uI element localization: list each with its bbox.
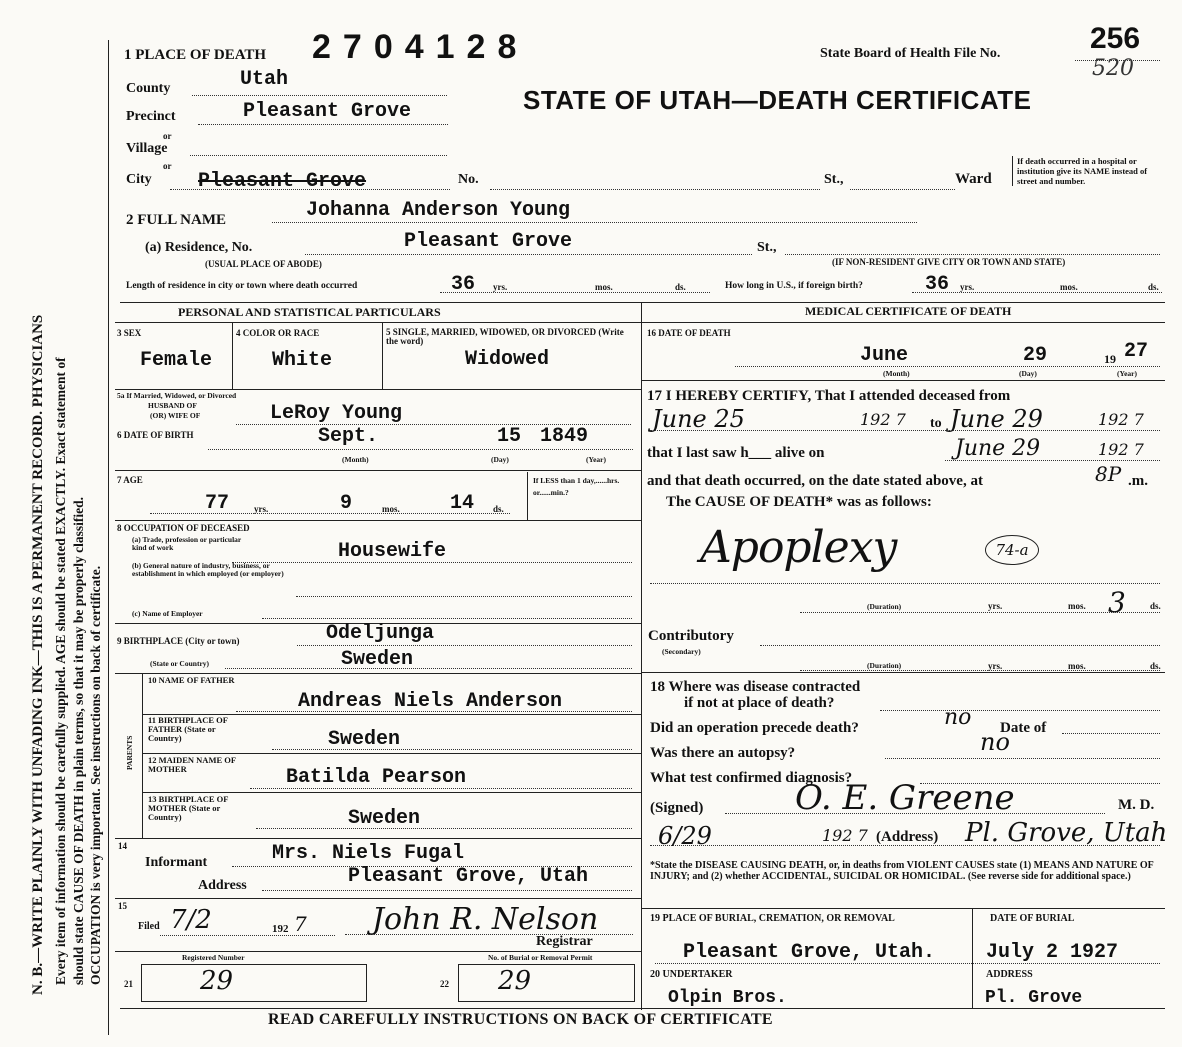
years-label: yrs. (493, 282, 508, 292)
residence-label: (a) Residence, No. (145, 240, 253, 255)
operation-answer: no (944, 705, 972, 730)
length-of-residence-years: 36 (451, 273, 476, 296)
item-21-number: 21 (124, 979, 133, 989)
attended-to-date: June 29 (950, 405, 1043, 433)
burial-permit-label: No. of Burial or Removal Permit (488, 953, 593, 962)
occupation-label: 8 OCCUPATION OF DECEASED (117, 523, 250, 533)
age-years: 77 (205, 492, 230, 515)
color-value: White (272, 349, 333, 372)
city-value: Pleasant Grove (198, 170, 367, 193)
attended-from-year: 192 7 (860, 410, 906, 429)
footer-instructions: READ CAREFULLY INSTRUCTIONS ON BACK OF CERTIFICATE (268, 1011, 773, 1028)
disease-contracted-question: 18 Where was disease contracted (650, 679, 861, 695)
burial-date-value: July 2 1927 (986, 941, 1119, 964)
age-label: 7 AGE (117, 475, 143, 485)
physician-address: Pl. Grove, Utah (965, 818, 1168, 848)
industry-label: (b) General nature of industry, business, or establishment in which employed (or employer) (132, 561, 284, 578)
birthplace-label: 9 BIRTHPLACE (City or town) (117, 636, 240, 646)
day-caption: (Day) (1019, 369, 1037, 378)
place-of-death-label: 1 PLACE OF DEATH (124, 47, 267, 63)
residence-street-label: St., (757, 240, 777, 255)
operation-date-label: Date of (1000, 720, 1047, 736)
years-label: yrs. (254, 504, 269, 514)
years-label: yrs. (988, 601, 1003, 611)
mother-name-value: Batilda Pearson (286, 766, 467, 789)
birthplace-city: Odeljunga (326, 622, 435, 645)
certify-statement: 17 I HEREBY CERTIFY, That I attended deceased from (647, 388, 1011, 404)
autopsy-answer: no (980, 728, 1010, 756)
death-year-prefix: 19 (1104, 352, 1116, 366)
or-label: or (163, 131, 172, 141)
sex-value: Female (140, 349, 213, 372)
undertaker-address-label: ADDRESS (986, 969, 1033, 980)
last-saw-date: June 29 (955, 436, 1041, 461)
birthplace-country: Sweden (341, 648, 414, 671)
filed-year: 7 (294, 912, 307, 936)
operation-question: Did an operation precede death? (650, 720, 859, 736)
street-label: St., (824, 172, 844, 187)
burial-place-label: 19 PLACE OF BURIAL, CREMATION, OR REMOVAL (650, 913, 895, 924)
mother-birthplace-value: Sweden (348, 807, 421, 830)
months-label: mos. (382, 504, 400, 514)
last-saw-year: 192 7 (1098, 440, 1144, 459)
county-value: Utah (240, 68, 289, 91)
cause-code-circled: 74-a (985, 535, 1039, 565)
ward-note: If death occurred in a hospital or institution give its NAME instead of street and number. (1012, 156, 1167, 186)
registered-number-label: Registered Number (182, 953, 245, 962)
file-number-secondary: 520 (1092, 56, 1134, 81)
county-label: County (126, 81, 171, 96)
father-birthplace-label: 11 BIRTHPLACE OF FATHER (State or Country) (148, 715, 228, 743)
days-label: ds. (493, 504, 504, 514)
month-caption: (Month) (883, 369, 910, 378)
less-than-day-label: If LESS than 1 day,......hrs. or......min.? (533, 476, 620, 497)
days-label: ds. (1148, 282, 1159, 292)
burial-date-label: DATE OF BURIAL (990, 913, 1075, 924)
item-22-number: 22 (440, 979, 449, 989)
burial-place-value: Pleasant Grove, Utah. (683, 941, 936, 964)
days-label: ds. (675, 282, 686, 292)
informant-value: Mrs. Niels Fugal (272, 842, 465, 865)
undertaker-address-value: Pl. Grove (985, 988, 1083, 1008)
filed-date: 7/2 (170, 905, 212, 935)
death-year: 27 (1124, 340, 1149, 363)
months-label: mos. (1068, 601, 1086, 611)
informant-label: Informant (145, 855, 208, 870)
occupation-value: Housewife (338, 540, 447, 563)
contributory-label: Contributory (648, 628, 734, 644)
spouse-label-wife: (OR) WIFE OF (150, 411, 201, 420)
mother-name-label: 12 MAIDEN NAME OF MOTHER (148, 755, 236, 774)
file-number: 256 (1090, 22, 1141, 55)
cause-of-death-value: Apoplexy (700, 522, 897, 573)
sex-label: 3 SEX (117, 328, 142, 338)
duration-label: (Duration) (867, 602, 902, 611)
autopsy-question: Was there an autopsy? (650, 745, 796, 761)
signed-label: (Signed) (650, 800, 704, 816)
item-14-number: 14 (118, 841, 127, 851)
father-name-value: Andreas Niels Anderson (298, 690, 563, 713)
spouse-label-qualifier: 5a If Married, Widowed, or Divorced (117, 391, 237, 400)
attended-from-date: June 25 (652, 405, 745, 433)
employer-label: (c) Name of Employer (132, 609, 203, 618)
certificate-title: STATE OF UTAH—DEATH CERTIFICATE (523, 85, 1032, 115)
state-country-caption: (State or Country) (150, 659, 210, 668)
month-caption: (Month) (342, 455, 369, 464)
file-number-label: State Board of Health File No. (820, 46, 1001, 61)
color-label: 4 COLOR OR RACE (236, 328, 320, 338)
age-months: 9 (340, 492, 353, 515)
spouse-label-husband: HUSBAND OF (148, 401, 197, 410)
spouse-value: LeRoy Young (270, 402, 403, 425)
secondary-caption: (Secondary) (662, 647, 701, 656)
length-of-residence-label: Length of residence in city or town where death occurred (126, 281, 358, 291)
last-saw-statement: that I last saw h___ alive on (647, 445, 825, 461)
non-resident-caption: (IF NON-RESIDENT GIVE CITY OR TOWN AND STATE) (832, 257, 1066, 267)
duration-label: (Duration) (867, 661, 902, 670)
parents-label: PARENTS (125, 735, 134, 770)
date-of-birth-label: 6 DATE OF BIRTH (117, 430, 194, 440)
day-caption: (Day) (491, 455, 509, 464)
father-birthplace-value: Sweden (328, 728, 401, 751)
birth-day: 15 (497, 425, 522, 448)
time-in-us-years: 36 (925, 273, 950, 296)
date-of-death-label: 16 DATE OF DEATH (647, 328, 731, 338)
months-label: mos. (595, 282, 613, 292)
days-label: ds. (1150, 661, 1161, 671)
residence-value: Pleasant Grove (404, 230, 573, 253)
md-label: M. D. (1118, 797, 1155, 813)
marital-status-value: Widowed (465, 348, 550, 371)
street-number-label: No. (458, 172, 479, 187)
full-name-label: 2 FULL NAME (126, 212, 227, 228)
days-label: ds. (1150, 601, 1161, 611)
cause-footnote: *State the DISEASE CAUSING DEATH, or, in deaths from VIOLENT CAUSES state (1) MEANS AND NATURE OF INJURY; and (2) whether ACCIDENTAL, SUICIDAL OR HOMICIDAL. (See reverse side for additional space.) (650, 860, 1154, 882)
years-label: yrs. (988, 661, 1003, 671)
undertaker-label: 20 UNDERTAKER (650, 969, 733, 980)
registrar-signature: John R. Nelson (372, 902, 599, 937)
undertaker-value: Olpin Bros. (668, 988, 787, 1008)
year-caption: (Year) (586, 455, 606, 464)
margin-line-3: should state CAUSE OF DEATH in plain terms, so that it may be properly classified. (71, 496, 86, 985)
registered-number-value: 29 (200, 966, 234, 996)
diagnosis-test-question: What test confirmed diagnosis? (650, 770, 853, 786)
burial-permit-value: 29 (498, 966, 532, 996)
signature-date: 6/29 (658, 822, 712, 850)
filed-year-prefix: 192 (272, 923, 289, 935)
informant-address-label: Address (198, 878, 247, 893)
time-in-us-label: How long in U.S., if foreign birth? (725, 281, 863, 291)
precinct-label: Precinct (126, 109, 176, 124)
months-label: mos. (1060, 282, 1078, 292)
precinct-value: Pleasant Grove (243, 100, 412, 123)
marital-status-label: 5 SINGLE, MARRIED, WIDOWED, OR DIVORCED (Write the word) (386, 327, 624, 346)
mother-birthplace-label: 13 BIRTHPLACE OF MOTHER (State or Country) (148, 794, 229, 822)
father-name-label: 10 NAME OF FATHER (148, 675, 235, 685)
ward-label: Ward (955, 171, 992, 187)
death-time-suffix: .m. (1128, 473, 1148, 489)
informant-address-value: Pleasant Grove, Utah (348, 865, 589, 888)
months-label: mos. (1068, 661, 1086, 671)
certificate-number: 2704128 (312, 28, 529, 66)
signature-year: 192 7 (822, 826, 868, 845)
physician-signature: O. E. Greene (795, 778, 1015, 818)
physician-address-label: (Address) (876, 829, 939, 845)
death-day: 29 (1023, 344, 1048, 367)
years-label: yrs. (960, 282, 975, 292)
full-name-value: Johanna Anderson Young (306, 199, 571, 222)
occupation-trade-label: (a) Trade, profession or particular kind of work (132, 535, 242, 552)
margin-line-4: OCCUPATION is very important. See instructions on back of certificate. (88, 565, 103, 985)
or-label: or (163, 161, 172, 171)
city-label: City (126, 172, 152, 187)
death-month: June (860, 344, 909, 367)
usual-place-caption: (USUAL PLACE OF ABODE) (205, 259, 322, 269)
to-label: to (930, 416, 942, 431)
death-time-value: 8P (1095, 462, 1122, 486)
registrar-label: Registrar (536, 934, 593, 949)
personal-section-title: PERSONAL AND STATISTICAL PARTICULARS (178, 305, 441, 319)
year-caption: (Year) (1117, 369, 1137, 378)
birth-month: Sept. (318, 425, 379, 448)
birth-year: 1849 (540, 425, 589, 448)
attended-to-year: 192 7 (1098, 410, 1144, 429)
death-time-statement: and that death occurred, on the date stated above, at (647, 473, 983, 489)
age-days: 14 (450, 492, 475, 515)
margin-line-2: Every item of information should be carefully supplied. AGE should be stated EXACTLY. Exact statement of (53, 357, 68, 985)
item-15-number: 15 (118, 901, 127, 911)
duration-months-value: 3 (1108, 586, 1126, 619)
disease-contracted-question-cont: if not at place of death? (684, 695, 835, 711)
filed-label: Filed (138, 921, 160, 932)
medical-section-title: MEDICAL CERTIFICATE OF DEATH (805, 304, 1012, 318)
cause-of-death-label: The CAUSE OF DEATH* was as follows: (666, 494, 932, 510)
village-label: Village (126, 141, 168, 156)
margin-line-1: N. B.—WRITE PLAINLY WITH UNFADING INK—THIS IS A PERMANENT RECORD. PHYSICIANS (30, 314, 46, 995)
